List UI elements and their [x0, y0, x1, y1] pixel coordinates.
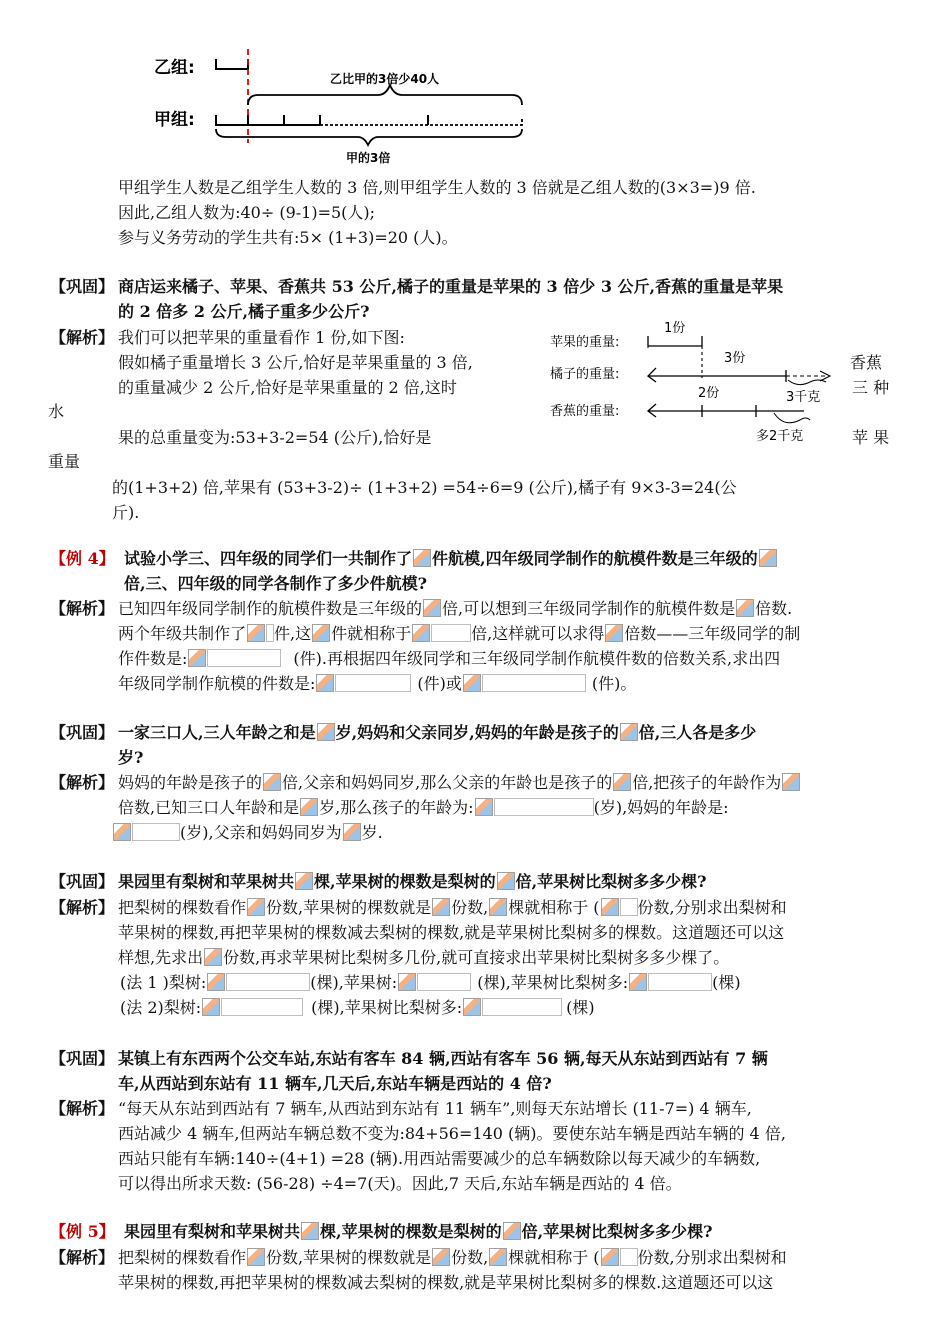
formula-image — [423, 599, 441, 617]
formula-image — [247, 624, 265, 642]
formula-image — [247, 898, 265, 916]
label-jia: 甲组: — [154, 110, 195, 130]
sol1-line2: 因此,乙组人数为:40÷ (9-1)=5(人); — [118, 203, 376, 222]
gonggu2-question-line1: 一家三口人,三人年龄之和是 岁,妈妈和父亲同岁,妈妈的年龄是孩子的 倍,三人各是多少 — [118, 723, 757, 742]
jiexi-tag: 【解析】 — [50, 773, 115, 792]
formula-image — [312, 624, 330, 642]
gonggu4-question-line2: 车,从西站到东站有 11 辆车,几天后,东站车辆是西站的 4 倍? — [118, 1074, 552, 1093]
jiexi-tag: 【解析】 — [50, 1099, 115, 1118]
jiexi-tag: 【解析】 — [50, 328, 115, 347]
banana-weight-label: 香蕉的重量: — [550, 404, 620, 419]
orange-weight-label: 橘子的重量: — [550, 367, 620, 382]
gonggu4-question-line1: 某镇上有东西两个公交车站,东站有客车 84 辆,西站有客车 56 辆,每天从东站到西站有 7 辆 — [118, 1049, 768, 1068]
formula-image — [202, 998, 220, 1016]
example4-answer-line3: 作件数是: (件).再根据四年级同学和三年级同学制作航模件数的倍数关系,求出四 — [118, 649, 781, 668]
gonggu-tag: 【巩固】 — [50, 1049, 115, 1068]
jiexi-tag: 【解析】 — [50, 898, 115, 917]
formula-image — [463, 674, 481, 692]
formula-image — [489, 898, 507, 916]
example4-answer-line2: 两个年级共制作了 件,这 件就相称于 倍,这样就可以求得 倍数——三年级同学的制 — [118, 624, 801, 643]
formula-image — [188, 649, 206, 667]
gonggu1-answer-line3: 的重量减少 2 公斤,恰好是苹果重量的 2 倍,这时 — [118, 378, 457, 397]
example5-question-line1: 果园里有梨树和苹果树共 棵,苹果树的棵数是梨树的 倍,苹果树比梨树多多少棵? — [124, 1222, 713, 1241]
gonggu1-answer-line4: 果的总重量变为:53+3-2=54 (公斤),恰好是 — [118, 428, 432, 447]
example5-tag: 【例 5】 — [50, 1222, 115, 1241]
gonggu1-answer-line6: 斤). — [112, 503, 140, 522]
jiexi-tag: 【解析】 — [50, 599, 115, 618]
formula-image — [413, 549, 431, 567]
formula-image — [489, 1248, 507, 1266]
formula-image — [432, 1248, 450, 1266]
formula-image — [601, 898, 619, 916]
gonggu2-question-line2: 岁? — [118, 748, 144, 767]
two-parts-label: 2份 — [698, 386, 720, 401]
example4-question-line1: 试验小学三、四年级的同学们一共制作了 件航模,四年级同学制作的航模件数是三年级的 — [124, 547, 778, 571]
formula-image — [613, 773, 631, 791]
formula-image — [463, 998, 481, 1016]
gonggu1-question-line2: 的 2 倍多 2 公斤,橘子重多少公斤? — [118, 302, 370, 321]
formula-image — [398, 973, 416, 991]
gonggu1-answer-line5: 的(1+3+2) 倍,苹果有 (53+3-2)÷ (1+3+2) =54÷6=9 (公斤),橘子有 9×3-3=24(公 — [112, 478, 737, 497]
gonggu3-answer-line1: 把梨树的棵数看作 份数,苹果树的棵数就是 份数, 棵就相称于 ( 份数,分别求出梨树和 — [118, 898, 787, 917]
sol1-line3: 参与义务劳动的学生共有:5× (1+3)=20 (人)。 — [118, 228, 458, 247]
apple-weight-label: 苹果的重量: — [550, 335, 620, 350]
example5-answer-line1: 把梨树的棵数看作 份数,苹果树的棵数就是 份数, 棵就相称于 ( 份数,分别求出梨树和 — [118, 1248, 787, 1267]
gonggu3-method2: (法 2)梨树: (棵),苹果树比梨树多: (棵) — [120, 998, 595, 1017]
formula-image — [300, 798, 318, 816]
label-yi: 乙组: — [154, 58, 195, 78]
gonggu4-answer-line1: “每天从东站到西站有 7 辆车,从西站到东站有 11 辆车”,则每天东站增长 (11-7=) 4 辆车, — [118, 1099, 752, 1118]
formula-image — [317, 723, 335, 741]
gonggu1-question-line1: 商店运来橘子、苹果、香蕉共 53 公斤,橘子的重量是苹果的 3 倍少 3 公斤,香蕉的重量是苹果 — [118, 277, 784, 296]
example5-answer-line2: 苹果树的棵数,再把苹果树的棵数减去梨树的棵数,就是苹果树比梨树多的棵数.这道题还可以这 — [118, 1273, 774, 1292]
formula-image — [263, 773, 281, 791]
gonggu3-method1: (法 1 )梨树: (棵),苹果树: (棵),苹果树比梨树多: (棵) — [120, 973, 741, 992]
example4-answer-line4: 年级同学制作航模的件数是: (件)或 (件)。 — [118, 674, 637, 693]
gonggu1-answer-line3-right: 三 种 — [852, 378, 890, 397]
formula-image — [620, 723, 638, 741]
gonggu1-answer-line1: 我们可以把苹果的重量看作 1 份,如下图: — [118, 328, 405, 347]
formula-image — [295, 872, 313, 890]
gonggu-tag: 【巩固】 — [50, 277, 115, 296]
group-comparison-diagram — [150, 45, 540, 170]
formula-image — [207, 973, 225, 991]
formula-image — [204, 948, 222, 966]
jiexi-tag: 【解析】 — [50, 1248, 115, 1267]
gonggu1-answer-line4-right: 苹 果 — [852, 428, 890, 447]
gonggu1-answer-line3-wrap: 水 — [48, 402, 65, 421]
gonggu4-answer-line2: 西站减少 4 辆车,但两站车辆总数不变为:84+56=140 (辆)。要使东站车辆是西站车辆的 4 倍, — [118, 1124, 786, 1143]
gonggu1-answer-line2: 假如橘子重量增长 3 公斤,恰好是苹果重量的 3 倍, — [118, 353, 473, 372]
fruit-weight-diagram — [548, 316, 848, 448]
gonggu2-answer-line1: 妈妈的年龄是孩子的 倍,父亲和妈妈同岁,那么父亲的年龄也是孩子的 倍,把孩子的年龄作为 — [118, 771, 801, 795]
formula-image — [497, 872, 515, 890]
brace-bottom-label: 甲的3倍 — [346, 151, 391, 165]
formula-image — [475, 798, 493, 816]
formula-image — [316, 674, 334, 692]
formula-image — [412, 624, 430, 642]
brace-top-label: 乙比甲的3倍少40人 — [330, 72, 440, 86]
example4-question-line2: 倍,三、四年级的同学各制作了多少件航模? — [124, 574, 427, 593]
gonggu4-answer-line4: 可以得出所求天数: (56-28) ÷4=7(天)。因此,7 天后,东站车辆是西站的 4 倍。 — [118, 1174, 682, 1193]
gonggu-tag: 【巩固】 — [50, 872, 115, 891]
gonggu3-answer-line3: 样想,先求出 份数,再求苹果树比梨树多几份,就可直接求出苹果树比梨树多多少棵了。 — [118, 948, 730, 967]
formula-image — [432, 898, 450, 916]
three-kg-label: 3千克 — [786, 390, 821, 405]
formula-image — [782, 773, 800, 791]
formula-image — [247, 1248, 265, 1266]
sol1-line1: 甲组学生人数是乙组学生人数的 3 倍,则甲组学生人数的 3 倍就是乙组人数的(3×3=)9 倍. — [118, 178, 756, 197]
formula-image — [601, 1248, 619, 1266]
gonggu-tag: 【巩固】 — [50, 723, 115, 742]
gonggu3-answer-line2: 苹果树的棵数,再把苹果树的棵数减去梨树的棵数,就是苹果树比梨树多的棵数。这道题还可以这 — [118, 923, 785, 942]
gonggu3-question-line1: 果园里有梨树和苹果树共 棵,苹果树的棵数是梨树的 倍,苹果树比梨树多多少棵? — [118, 872, 707, 891]
formula-image — [629, 973, 647, 991]
formula-image — [343, 823, 361, 841]
example4-tag: 【例 4】 — [50, 549, 115, 568]
more-two-kg-label: 多2千克 — [756, 429, 804, 444]
formula-image — [113, 823, 131, 841]
gonggu2-answer-line3: (岁),父亲和妈妈同岁为 岁. — [112, 821, 383, 845]
one-part-label: 1份 — [664, 321, 686, 336]
three-parts-label: 3份 — [724, 351, 746, 366]
example4-answer-line1: 已知四年级同学制作的航模件数是三年级的 倍,可以想到三年级同学制作的航模件数是 倍数. — [118, 599, 793, 618]
gonggu1-answer-line2-right: 香蕉 — [850, 353, 883, 372]
formula-image — [605, 624, 623, 642]
formula-image — [503, 1222, 521, 1240]
formula-image — [736, 599, 754, 617]
gonggu1-answer-line4-wrap: 重量 — [48, 452, 81, 471]
formula-image — [301, 1222, 319, 1240]
gonggu4-answer-line3: 西站只能有车辆:140÷(4+1) =28 (辆).用西站需要减少的总车辆数除以每天减少的车辆数, — [118, 1149, 761, 1168]
gonggu2-answer-line2: 倍数,已知三口人年龄和是 岁,那么孩子的年龄为: (岁),妈妈的年龄是: — [118, 798, 729, 817]
formula-image — [759, 549, 777, 567]
